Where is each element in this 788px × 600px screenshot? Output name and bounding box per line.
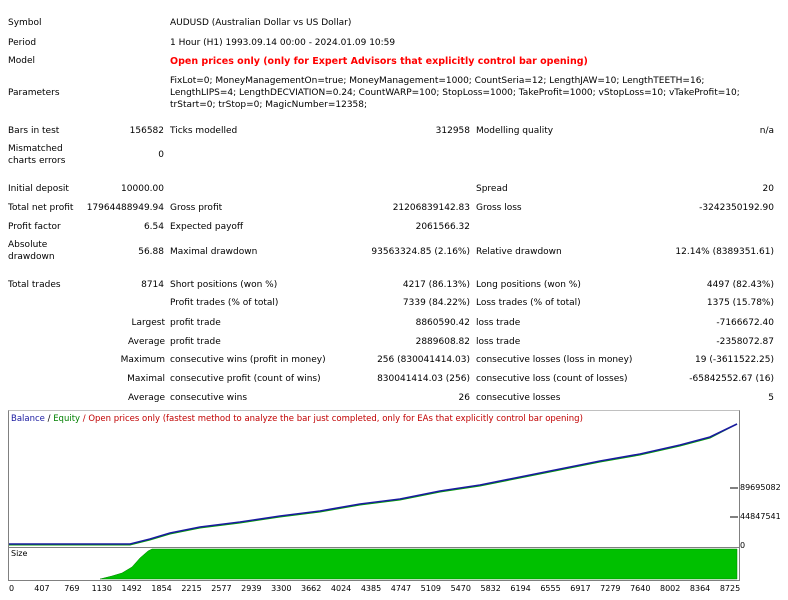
avg-consecutive-losses-value: 5 [768, 393, 774, 403]
maximal-consecutive-loss-value: -65842552.67 (16) [689, 374, 774, 384]
net-profit-label: Total net profit [8, 203, 74, 213]
symbol-label: Symbol [8, 18, 42, 28]
gross-loss-label: Gross loss [476, 203, 522, 213]
chart-title-description: / Open prices only (fastest method to analyze the bar just completed, only for EAs that explicitly control bar opening) [80, 414, 583, 424]
spread-label: Spread [476, 184, 508, 194]
x-label: 5109 [420, 584, 442, 593]
average-profit-label: profit trade [170, 337, 221, 347]
x-label: 5470 [450, 584, 471, 593]
relative-drawdown-value: 12.14% (8389351.61) [675, 247, 774, 257]
total-trades-value: 8714 [141, 280, 164, 290]
chart-title-separator: / [44, 414, 54, 424]
profit-trades-value: 7339 (84.22%) [402, 298, 470, 308]
long-positions-label: Long positions (won %) [476, 280, 581, 290]
x-label: 5832 [480, 584, 501, 593]
size-label: Size [11, 549, 28, 558]
gross-profit-label: Gross profit [170, 203, 223, 213]
largest-profit-label: profit trade [170, 318, 221, 328]
mismatch-label-line-2: charts errors [8, 156, 66, 166]
maximal-prefix: Maximal [127, 374, 165, 384]
x-label: 4385 [360, 584, 382, 593]
y-label-2: 44847541 [740, 512, 781, 521]
expected-payoff-value: 2061566.32 [415, 222, 470, 232]
ticks-value: 312958 [435, 126, 470, 136]
period-value: 1 Hour (H1) 1993.09.14 00:00 - 2024.01.09 10:59 [170, 38, 396, 48]
maximal-drawdown-label: Maximal drawdown [170, 247, 258, 257]
x-label: 2577 [211, 584, 232, 593]
ticks-label: Ticks modelled [170, 126, 238, 136]
mismatch-value: 0 [158, 150, 164, 160]
x-label: 4747 [390, 584, 412, 593]
max-consecutive-losses-value: 19 (-3611522.25) [695, 355, 774, 365]
maximal-consecutive-profit-value: 830041414.03 (256) [377, 374, 470, 384]
absolute-drawdown-value: 56.88 [138, 247, 164, 257]
max-consecutive-wins-label: consecutive wins (profit in money) [170, 355, 326, 365]
parameters-label: Parameters [8, 88, 60, 98]
x-label: 3662 [300, 584, 322, 593]
x-label: 8364 [689, 584, 711, 593]
x-label: 7279 [600, 584, 621, 593]
max-consecutive-wins-value: 256 (830041414.03) [377, 355, 470, 365]
relative-drawdown-label: Relative drawdown [476, 247, 562, 257]
x-label: 1854 [151, 584, 172, 593]
chart-title-balance: Balance [11, 414, 45, 424]
absolute-drawdown-label-line-2: drawdown [8, 252, 55, 262]
avg-consecutive-losses-label: consecutive losses [476, 393, 561, 403]
mismatch-label-line-1: Mismatched [8, 144, 63, 154]
loss-trades-value: 1375 (15.78%) [706, 298, 774, 308]
max-consecutive-losses-label: consecutive losses (loss in money) [476, 355, 633, 365]
x-label: 4024 [330, 584, 352, 593]
x-label: 769 [64, 584, 80, 593]
period-label: Period [8, 38, 37, 48]
avg-consecutive-wins-label: consecutive wins [170, 393, 248, 403]
x-label: 7640 [630, 584, 651, 593]
short-positions-label: Short positions (won %) [170, 280, 278, 290]
quality-label: Modelling quality [476, 126, 554, 136]
average-prefix: Average [128, 337, 165, 347]
x-label: 8725 [719, 584, 741, 593]
x-label: 2939 [241, 584, 262, 593]
spread-value: 20 [762, 184, 774, 194]
profit-factor-label: Profit factor [8, 222, 61, 232]
gross-profit-value: 21206839142.83 [392, 203, 470, 213]
bars-label: Bars in test [8, 126, 60, 136]
x-label: 1130 [91, 584, 112, 593]
profit-trades-label: Profit trades (% of total) [170, 298, 279, 308]
parameters-line-3: trStart=0; trStop=0; MagicNumber=12358; [170, 100, 368, 110]
maximum-prefix: Maximum [120, 355, 165, 365]
x-label: 8002 [659, 584, 681, 593]
chart-title-equity: Equity [53, 414, 81, 424]
deposit-value: 10000.00 [121, 184, 164, 194]
x-label: 6555 [540, 584, 561, 593]
x-label: 0 [9, 584, 15, 593]
x-label: 6194 [510, 584, 531, 593]
maximal-consecutive-loss-label: consecutive loss (count of losses) [476, 374, 628, 384]
size-area [100, 549, 737, 579]
y-label-1: 89695082 [740, 483, 781, 492]
largest-loss-label: loss trade [476, 318, 521, 328]
x-label: 1492 [121, 584, 142, 593]
average-consecutive-prefix: Average [128, 393, 165, 403]
average-loss-value: -2358072.87 [716, 337, 774, 347]
x-label: 2215 [181, 584, 202, 593]
bars-value: 156582 [129, 126, 164, 136]
profit-factor-value: 6.54 [143, 222, 164, 232]
expected-payoff-label: Expected payoff [170, 222, 244, 232]
parameters-line-2: LengthLIPS=4; LengthDECVIATION=0.24; CountWARP=100; StopLoss=1000; TakeProfit=1000; vStopLoss=10; vTakeProfit=10; [170, 88, 740, 98]
parameters-line-1: FixLot=0; MoneyManagementOn=true; MoneyManagement=1000; CountSeria=12; LengthJAW=10; LengthTEETH=16; [170, 76, 705, 86]
x-label: 3300 [271, 584, 292, 593]
average-loss-label: loss trade [476, 337, 521, 347]
model-value: Open prices only (only for Expert Advisors that explicitly control bar opening) [170, 56, 588, 67]
x-label: 6917 [570, 584, 591, 593]
total-trades-label: Total trades [8, 280, 61, 290]
average-profit-value: 2889608.82 [415, 337, 470, 347]
absolute-drawdown-label-line-1: Absolute [8, 240, 48, 250]
net-profit-value: 17964488949.94 [86, 203, 164, 213]
maximal-consecutive-profit-label: consecutive profit (count of wins) [170, 374, 321, 384]
gross-loss-value: -3242350192.90 [699, 203, 774, 213]
maximal-drawdown-value: 93563324.85 (2.16%) [371, 247, 470, 257]
deposit-label: Initial deposit [8, 184, 69, 194]
avg-consecutive-wins-value: 26 [458, 393, 470, 403]
short-positions-value: 4217 (86.13%) [402, 280, 470, 290]
largest-prefix: Largest [131, 318, 165, 328]
largest-loss-value: -7166672.40 [716, 318, 774, 328]
symbol-value: AUDUSD (Australian Dollar vs US Dollar) [170, 18, 352, 28]
largest-profit-value: 8860590.42 [415, 318, 470, 328]
long-positions-value: 4497 (82.43%) [706, 280, 774, 290]
quality-value: n/a [759, 126, 774, 136]
y-label-3: 0 [740, 541, 746, 550]
loss-trades-label: Loss trades (% of total) [476, 298, 581, 308]
x-label: 407 [34, 584, 50, 593]
model-label: Model [8, 56, 36, 66]
